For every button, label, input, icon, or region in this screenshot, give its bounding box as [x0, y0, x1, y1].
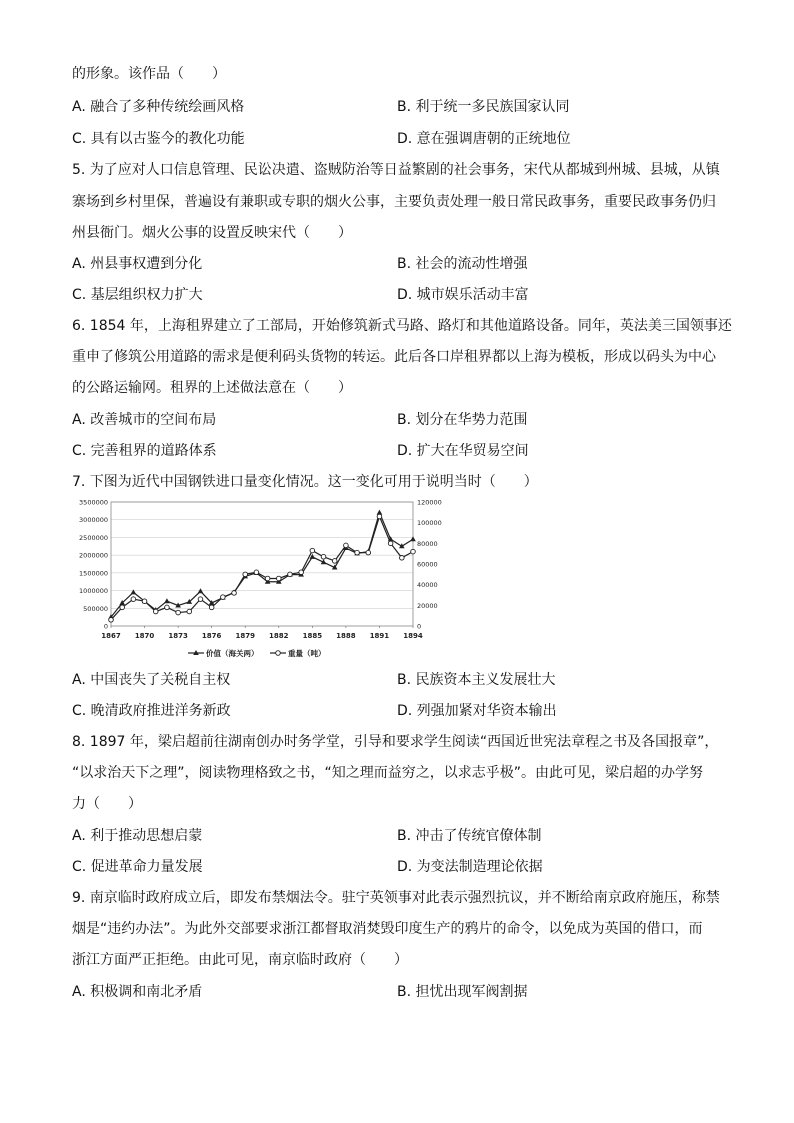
x-tick-label: 1870	[134, 632, 155, 640]
y-axis-right	[417, 499, 442, 631]
q6-option-b[interactable]: B. 划分在华势力范围	[397, 412, 528, 428]
point-circle	[142, 599, 147, 604]
x-tick-label: 1867	[101, 632, 121, 640]
y-right-tick-label: 40000	[417, 581, 438, 590]
question-7-stem: 7. 下图为近代中国钢铁进口量变化情况。这一变化可用于说明当时（ ）	[72, 474, 538, 490]
question-6-line-2: 重申了修筑公用道路的需求是便利码头货物的转运。此后各口岸租界都以上海为模板，形成以码头为中心	[72, 349, 716, 365]
question-4-stem-tail: 的形象。该作品（ ）	[72, 66, 226, 82]
y-right-tick-label: 120000	[417, 498, 442, 507]
y-left-tick-label: 500000	[83, 604, 108, 613]
y-left-tick-label: 3500000	[79, 498, 108, 507]
x-tick-label: 1882	[269, 632, 289, 640]
point-circle	[153, 609, 158, 614]
point-circle	[377, 514, 382, 519]
point-circle	[221, 595, 226, 600]
y-right-tick-label: 60000	[417, 560, 438, 569]
steel-import-chart	[70, 494, 442, 666]
point-circle	[209, 605, 214, 610]
question-8-line-3: 力（ ）	[72, 796, 142, 812]
series-line-1	[111, 516, 413, 619]
point-circle	[198, 597, 203, 602]
q6-option-d[interactable]: D. 扩大在华贸易空间	[397, 443, 529, 459]
q4-option-a[interactable]: A. 融合了多种传统绘画风格	[72, 99, 245, 115]
q6-option-a[interactable]: A. 改善城市的空间布局	[72, 412, 217, 428]
chart-series	[108, 510, 416, 622]
point-triangle	[164, 598, 170, 603]
q9-option-a[interactable]: A. 积极调和南北矛盾	[72, 984, 203, 1000]
q7-option-d[interactable]: D. 列强加紧对华资本输出	[397, 703, 557, 719]
q8-option-a[interactable]: A. 利于推动思想启蒙	[72, 828, 203, 844]
x-axis	[101, 626, 423, 640]
legend-circle-marker	[276, 651, 281, 656]
q5-option-b[interactable]: B. 社会的流动性增强	[397, 256, 528, 272]
x-tick-label: 1876	[201, 632, 222, 640]
point-circle	[276, 576, 281, 581]
point-circle	[400, 556, 405, 561]
q4-option-b[interactable]: B. 利于统一多民族国家认同	[397, 99, 570, 115]
q7-option-a[interactable]: A. 中国丧失了关税自主权	[72, 672, 231, 688]
point-circle	[355, 550, 360, 555]
question-8-line-2: “以求治天下之理”，阅读物理格致之书，“知之理而益穷之，以求志乎极”。由此可见，梁启超的办学努	[72, 765, 704, 781]
series-line-0	[111, 513, 413, 618]
legend-label-value: 价值（海关两）	[206, 649, 259, 658]
x-tick-label: 1888	[336, 632, 356, 640]
y-axis-left	[79, 499, 108, 631]
q6-option-c[interactable]: C. 完善租界的道路体系	[72, 443, 217, 459]
question-6-line-1: 6. 1854 年，上海租界建立了工部局，开始修筑新式马路、路灯和其他道路设备。同年，英法美三国领事还	[72, 318, 732, 334]
point-circle	[366, 550, 371, 555]
point-triangle	[131, 589, 137, 594]
y-left-tick-label: 1000000	[79, 587, 108, 596]
x-tick-label: 1885	[302, 632, 323, 640]
point-circle	[254, 570, 259, 575]
question-5-line-1: 5. 为了应对人口信息管理、民讼决遣、盗贼防治等日益繁剧的社会事务，宋代从都城到州城、县城，从镇	[72, 162, 720, 178]
y-left-tick-label: 0	[103, 622, 108, 631]
y-right-tick-label: 80000	[417, 539, 438, 548]
legend-label-weight: 重量（吨）	[288, 649, 326, 658]
point-circle	[265, 576, 270, 581]
point-triangle	[410, 536, 416, 541]
plot-frame	[111, 502, 413, 626]
x-tick-label: 1873	[168, 632, 188, 640]
q8-option-b[interactable]: B. 冲击了传统官僚体制	[397, 828, 542, 844]
question-9-line-3: 浙江方面严正拒绝。由此可见，南京临时政府（ ）	[72, 952, 408, 968]
q4-option-c[interactable]: C. 具有以古鉴今的教化功能	[72, 131, 245, 147]
x-tick-label: 1894	[403, 632, 423, 640]
x-tick-label: 1891	[369, 632, 390, 640]
question-9-line-2: 烟是“违约办法”。为此外交部要求浙江都督取消焚毁印度生产的鸦片的命令，以免成为英国的借口，而	[72, 921, 703, 937]
q7-option-c[interactable]: C. 晚清政府推进洋务新政	[72, 703, 231, 719]
point-circle	[165, 605, 170, 610]
point-circle	[131, 597, 136, 602]
q5-option-c[interactable]: C. 基层组织权力扩大	[72, 287, 203, 303]
point-circle	[299, 570, 304, 575]
question-9-line-1: 9. 南京临时政府成立后，即发布禁烟法令。驻宁英领事对此表示强烈抗议，并不断给南京政府施压，称禁	[72, 890, 720, 906]
question-6-line-3: 的公路运输网。租界的上述做法意在（ ）	[72, 380, 352, 396]
point-circle	[288, 572, 293, 577]
point-circle	[243, 572, 248, 577]
y-right-tick-label: 0	[417, 622, 422, 631]
question-5-line-2: 寨场到乡村里保，普遍设有兼职或专职的烟火公事，主要负责处理一般日常民政事务，重要民政事务仍归	[72, 194, 716, 210]
y-left-tick-label: 2000000	[79, 551, 108, 560]
y-left-tick-label: 3000000	[79, 516, 108, 525]
x-tick-label: 1879	[235, 632, 255, 640]
point-circle	[187, 609, 192, 614]
point-circle	[109, 618, 114, 623]
point-circle	[411, 549, 416, 554]
y-left-tick-label: 2500000	[79, 533, 108, 542]
point-circle	[310, 548, 315, 553]
question-5-line-3: 州县衙门。烟火公事的设置反映宋代（ ）	[72, 225, 352, 241]
y-left-tick-label: 1500000	[79, 569, 108, 578]
chart-legend	[188, 648, 326, 658]
y-right-tick-label: 20000	[417, 601, 438, 610]
point-triangle	[399, 543, 405, 548]
point-circle	[388, 541, 393, 546]
q8-option-d[interactable]: D. 为变法制造理论依据	[397, 859, 543, 875]
point-circle	[344, 543, 349, 548]
q9-option-b[interactable]: B. 担忧出现军阀割据	[397, 984, 528, 1000]
point-circle	[332, 559, 337, 564]
point-circle	[321, 554, 326, 559]
point-circle	[176, 610, 181, 615]
q8-option-c[interactable]: C. 促进革命力量发展	[72, 859, 203, 875]
y-right-tick-label: 100000	[417, 519, 442, 528]
q5-option-a[interactable]: A. 州县事权遭到分化	[72, 256, 203, 272]
point-circle	[232, 591, 237, 596]
q5-option-d[interactable]: D. 城市娱乐活动丰富	[397, 287, 529, 303]
q7-option-b[interactable]: B. 民族资本主义发展壮大	[397, 672, 556, 688]
q4-option-d[interactable]: D. 意在强调唐朝的正统地位	[397, 131, 571, 147]
question-8-line-1: 8. 1897 年，梁启超前往湖南创办时务学堂，引导和要求学生阅读“西国近世宪法章程之书及各国报章”，	[72, 734, 719, 750]
point-circle	[120, 605, 125, 610]
